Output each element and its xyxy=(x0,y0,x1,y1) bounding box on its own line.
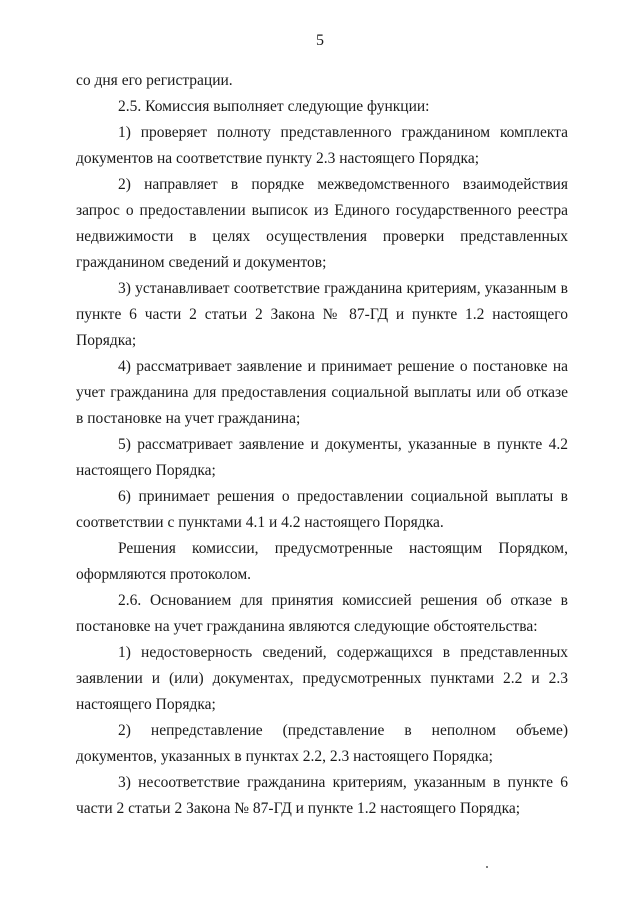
paragraph-2-5-item-6: 6) принимает решения о предоставлении социальной выплаты в соответствии с пунктами 4.1 и 4.2 настоящего Порядка. xyxy=(76,488,568,531)
paragraph-2-5: 2.5. Комиссия выполняет следующие функции: xyxy=(118,98,430,115)
paragraph-decisions: Решения комиссии, предусмотренные настоящим Порядком, оформляются протоколом. xyxy=(76,540,568,583)
paragraph-continuation: со дня его регистрации. xyxy=(76,72,233,89)
paragraph-2-5-item-4: 4) рассматривает заявление и принимает решение о постановке на учет гражданина для предоставления социальной выплаты или об отказе в постановке на учет гражданина; xyxy=(76,358,568,427)
paragraph-2-6: 2.6. Основанием для принятия комиссией решения об отказе в постановке на учет гражданина являются следующие обстоятельства: xyxy=(76,592,568,635)
scan-speck xyxy=(486,866,488,868)
paragraph-2-6-item-1: 1) недостоверность сведений, содержащихся в представленных заявлении и (или) документах, предусмотренных пунктами 2.2 и 2.3 настоящего Порядка; xyxy=(76,644,568,713)
paragraph-2-5-item-2: 2) направляет в порядке межведомственного взаимодействия запрос о предоставлении выписок из Единого государственного реестра недвижимости в целях осуществления проверки представленных гражданином сведений и документов; xyxy=(76,176,568,271)
paragraph-2-5-item-3: 3) устанавливает соответствие гражданина критериям, указанным в пункте 6 части 2 статьи 2 Закона № 87-ГД и пункте 1.2 настоящего Порядка; xyxy=(76,280,568,349)
paragraph-2-5-item-5: 5) рассматривает заявление и документы, указанные в пункте 4.2 настоящего Порядка; xyxy=(76,436,568,479)
paragraph-2-6-item-3: 3) несоответствие гражданина критериям, указанным в пункте 6 части 2 статьи 2 Закона № 87-ГД и пункте 1.2 настоящего Порядка; xyxy=(76,774,568,817)
page-number: 5 xyxy=(316,32,324,49)
paragraph-2-6-item-2: 2) непредставление (представление в неполном объеме) документов, указанных в пунктах 2.2, 2.3 настоящего Порядка; xyxy=(76,722,568,765)
document-body xyxy=(76,68,568,822)
paragraph-2-5-item-1: 1) проверяет полноту представленного гражданином комплекта документов на соответствие пункту 2.3 настоящего Порядка; xyxy=(76,124,568,167)
